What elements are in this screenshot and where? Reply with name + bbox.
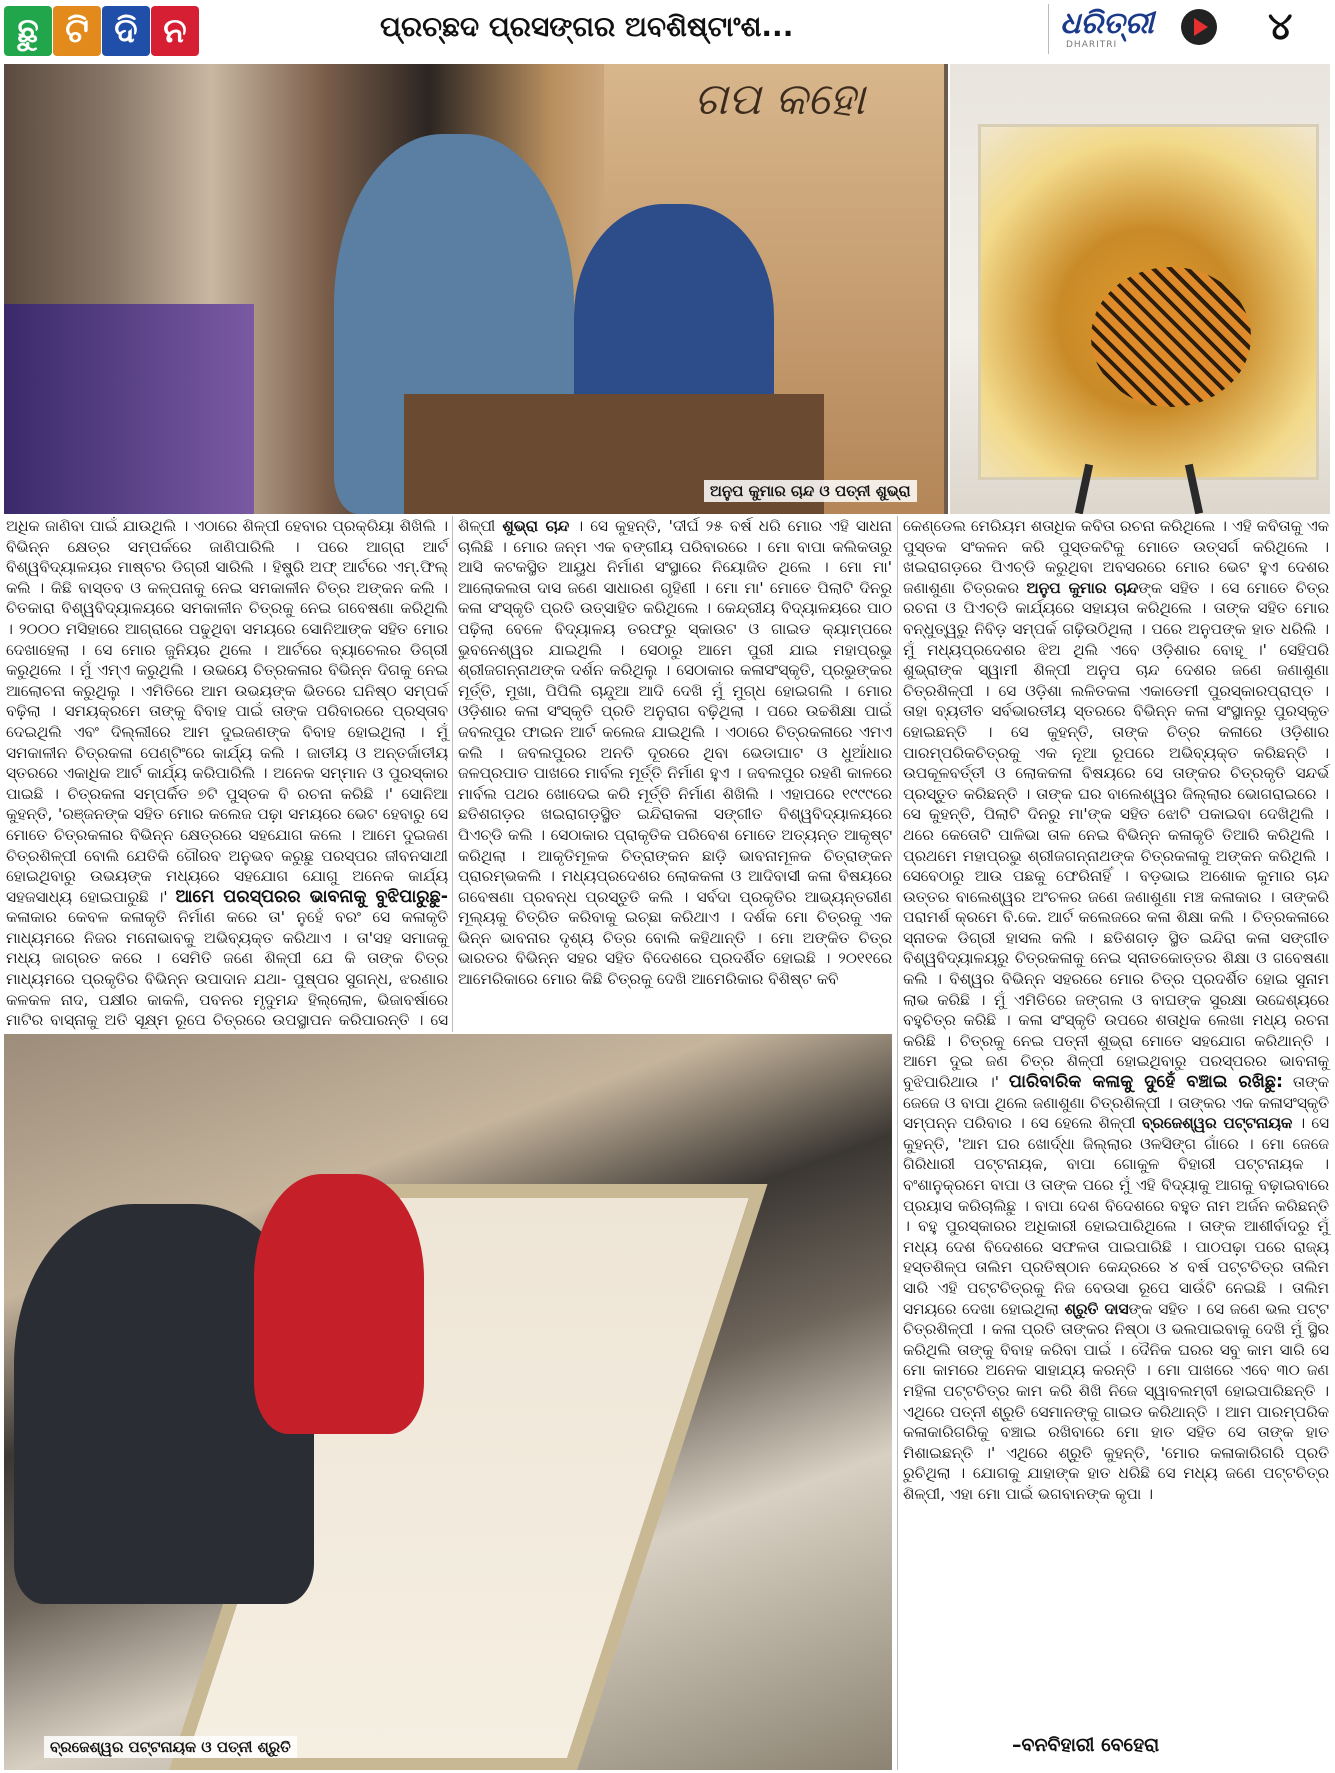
- col1-paragraph-2: କଳାକାର କେବଳ କଳାକୃତି ନିର୍ମାଣ କରେ ତା' ନୁହେଁ ବରଂ ସେ କଳାକୃତି ମାଧ୍ୟମରେ ନିଜର ମନୋଭାବକୁ ଅଭିବ୍ୟକ୍ତ କରିଥାଏ । ତା'ସହ ସମାଜକୁ ମଧ୍ୟ ଜାଗ୍ରତ କରେ । ସେମିତି ଜଣେ ଶିଳ୍ପୀ ଯେ କି ତାଙ୍କ ଚିତ୍ର ମାଧ୍ୟମରେ ପ୍ରକୃତିର ବିଭିନ୍ନ ଉପାଦାନ ଯଥା- ପୁଷ୍ପର ସୁଗନ୍ଧ, ଝରଣାର କଳକଳ ନାଦ, ପକ୍ଷୀର କାକଳି, ପବନର ମୃଦୁମନ୍ଦ ହିଲ୍ଲୋଳ, ଭିଜାବର୍ଷାରେ ମାଟିର ବାସ୍ନାକୁ ଅତି ସୂକ୍ଷ୍ମ ରୂପେ ଚିତ୍ରରେ ଉପସ୍ଥାପନ କରିପାରନ୍ତି । ସେ: [6, 908, 448, 1030]
- author-byline: –ବନବିହାରୀ ବେହେରା: [1012, 1734, 1160, 1756]
- photo-tiger-painting: [950, 64, 1330, 514]
- col3-name-3: ଶ୍ରୁତି ଦାସ: [1064, 1299, 1129, 1318]
- section-title: ପ୍ରଚ୍ଛଦ ପ୍ରସଙ୍ଗର ଅବଶିଷ୍ଟାଂଶ...: [380, 10, 794, 43]
- logo-tile-4: [151, 6, 199, 56]
- col3-name-1: ଅନୁପ କୁମାର ଚାନ୍ଦ: [1026, 578, 1139, 597]
- logo-letter-3: ଦି: [114, 11, 138, 51]
- col3-paragraph-1b: ଙ୍କ ସହିତ । ସେ ମୋତେ ଚିତ୍ର ରଚନା ଓ ପିଏଚ୍‌ଡି କାର୍ଯ୍ୟରେ ସହାୟତା କରିଥିଲେ । ତାଙ୍କ ସହିତ ମୋର ବନ୍ଧୁତ୍ୱରୁ ନିବିଡ଼ ସମ୍ପର୍କ ଗଢ଼ିଉଠିଥିଲା । ପରେ ଅନୁପଙ୍କ ହାତ ଧରିଲି । ମୁଁ ମଧ୍ୟପ୍ରଦେଶର ଝିଅ ଥିଲି ଏବେ ଓଡ଼ିଶାର ବୋହୂ ।' ସେହିପରି ଶୁଭ୍ରାଙ୍କ ସ୍ୱାମୀ ଶିଳ୍ପୀ ଅନୁପ ଚାନ୍ଦ ଦେଶର ଜଣେ ଜଣାଶୁଣା ଚିତ୍ରଶିଳ୍ପୀ । ସେ ଓଡ଼ିଶା ଲଳିତକଳା ଏକାଡେମୀ ପୁରସ୍କାରପ୍ରାପ୍ତ । ତାହା ବ୍ୟତୀତ ସର୍ବଭାରତୀୟ ସ୍ତରରେ ବିଭିନ୍ନ କଳା ସଂସ୍ଥାନରୁ ପୁରସ୍କୃତ ହୋଇଛନ୍ତି । ସେ କୁହନ୍ତି, ତାଙ୍କ ଚିତ୍ର କଳାରେ ଓଡ଼ିଶାର ପାରମ୍ପରିକଚିତ୍ରକୁ ଏକ ନୂଆ ରୂପରେ ଅଭିବ୍ୟକ୍ତ କରିଛନ୍ତି । ଉପକୂଳବର୍ତ୍ତୀ ଓ ଲୋକକଳା ବିଷୟରେ ସେ ତାଙ୍କର ଚିତ୍ରକୃତି ସନ୍ଦର୍ଭ ପ୍ରସ୍ତୁତ କରିଛନ୍ତି । ତାଙ୍କ ଘର ବାଲେଶ୍ୱର ଜିଲ୍ଲାର ଭୋଗରାଇରେ । ସେ କୁହନ୍ତି, ପିଲାଟି ଦିନରୁ ମା'ଙ୍କ ସହିତ ଝୋଟି ପକାଇବା ଦେଖିଥିଲି । ଥରେ କେତୋଟି ପାଳିଭା ତାଳ ନେଇ ବିଭିନ୍ନ କଳାକୃତି ତିଆରି କରିଥିଲି । ପ୍ରଥମେ ମହାପ୍ରଭୁ ଶ୍ରୀଜଗନ୍ନାଥଙ୍କ ଚିତ୍ରକଳାକୁ ଅଙ୍କନ କରିଥିଲି । ସେବେଠାରୁ ଆଉ ପଛକୁ ଫେରିନାହିଁ । ବଡ଼ଭାଇ ଅଶୋକ କୁମାର ଚାନ୍ଦ ଉତ୍ତର ବାଲେଶ୍ୱର ଅଂଚଳର ଜଣେ ଜଣାଶୁଣା ମଞ୍ଚ କଳାକାର । ତାଙ୍କରି ପରାମର୍ଶ କ୍ରମେ ବି.କେ. ଆର୍ଟ କଲେଜରେ କଳା ଶିକ୍ଷା କଲି । ଚିତ୍ରକଳାରେ ସ୍ନାତକ ଡିଗ୍ରୀ ହାସଲ କଲି । ଛତିଶଗଡ଼ ସ୍ଥିତ ଇନ୍ଦିରା କଳା ସଙ୍ଗୀତ ବିଶ୍ୱବିଦ୍ୟାଳୟରୁ ଚିତ୍ରକଳାକୁ ନେଇ ସ୍ନାତକୋତ୍ତର ଶିକ୍ଷା ଓ ଗବେଷଣା କଲି । ବିଶ୍ୱର ବିଭିନ୍ନ ସହରରେ ମୋର ଚିତ୍ର ପ୍ରଦର୍ଶିତ ହୋଇ ସୁନାମ ଲାଭ କରିଛି । ମୁଁ ଏମିତିରେ ଜଙ୍ଗଲ ଓ ବାଘଙ୍କ ସୁରକ୍ଷା ଉଦ୍ଦେଶ୍ୟରେ ବହୁଚିତ୍ର କରିଛି । କଳା ସଂସ୍କୃତି ଉପରେ ଶତାଧିକ ଲେଖା ମଧ୍ୟ ରଚନା କରିଛି । ଚିତ୍ରକୁ ନେଇ ପତ୍ନୀ ଶୁଭ୍ରା ମୋତେ ସହଯୋଗ କରିଥାନ୍ତି । ଆମେ ଦୁଇ ଜଣ ଚିତ୍ର ଶିଳ୍ପୀ ହୋଇଥିବାରୁ ପରସ୍ପରର ଭାବନାକୁ ବୁଝିପାରିଥାଉ ।': [903, 578, 1329, 1092]
- photo-woman-painting: [254, 1174, 424, 1434]
- column-2: [458, 516, 892, 1032]
- col3-name-2: ବ୍ରଜେଶ୍ୱର ପଟ୍ଟନାୟକ: [1141, 1114, 1293, 1133]
- col3-paragraph-2b: । ସେ କୁହନ୍ତି, 'ଆମ ଘର ଖୋର୍ଦ୍ଧା ଜିଲ୍ଲାର ଓଳସିଙ୍ଗ ଗାଁରେ । ମୋ ଜେଜେ ଗିରିଧାରୀ ପଟ୍ଟନାୟକ, ବାପା ଗୋକୁଳ ବିହାରୀ ପଟ୍ଟନାୟକ । ବଂଶାନୁକ୍ରମେ ବାପା ଓ ତାଙ୍କ ପରେ ମୁଁ ଏହି ବିଦ୍ୟାକୁ ଆଗକୁ ବଢ଼ାଇବାରେ ପ୍ରୟାସ କରିଚାଲିଛୁ । ବାପା ଦେଶ ବିଦେଶରେ ବହୁତ ନାମ ଅର୍ଜନ କରିଛନ୍ତି । ବହୁ ପୁରସ୍କାରର ଅଧିକାରୀ ହୋଇପାରିଥିଲେ । ତାଙ୍କ ଆଶୀର୍ବାଦରୁ ମୁଁ ମଧ୍ୟ ଦେଶ ବିଦେଶରେ ସଫଳତା ପାଇପାରିଛି । ପାଠପଢ଼ା ପରେ ରାଜ୍ୟ ହସ୍ତଶିଳ୍ପ ତାଲିମ ପ୍ରତିଷ୍ଠାନ କେନ୍ଦ୍ରରେ ୪ ବର୍ଷ ପଟ୍ଟଚିତ୍ର ତାଲିମ ସାରି ଏହି ପଟ୍ଟଚିତ୍ରକୁ ନିଜ ବେଉସା ରୂପେ ସାଉଁଟି ନେଇଛି । ତାଲିମ ସମୟରେ ଦେଖା ହୋଇଥିଲା: [903, 1114, 1329, 1318]
- canvas-artwork: [978, 124, 1319, 480]
- cafe-sign: ଗପ କହୋ: [694, 74, 865, 125]
- logo-letter-1: ଛୁ: [17, 11, 39, 51]
- col2-name: ଶୁଭ୍ରା ଚାନ୍ଦ: [502, 517, 570, 535]
- caption-bottom: ବ୍ରଜେଶ୍ୱର ପଟ୍ଟନାୟକ ଓ ପତ୍ନୀ ଶ୍ରୁତି: [44, 1736, 297, 1758]
- col1-subhead: ଆମେ ପରସ୍ପରର ଭାବନାକୁ ବୁଝିପାରୁଛୁ-: [175, 886, 449, 907]
- tiger-figure: [1091, 267, 1251, 407]
- logo-letter-4: ନ: [163, 11, 187, 51]
- photo-couple-cafe: [4, 64, 948, 514]
- brand-logo: ଧରିତ୍ରୀ: [1060, 6, 1154, 41]
- col3-paragraph-2a: ତାଙ୍କ ଜେଜେ ଓ ବାପା ଥିଲେ ଜଣାଶୁଣା ଚିତ୍ରଶିଳ୍ପୀ । ତାଙ୍କର ଏକ କଳାସଂସ୍କୃତି ସମ୍ପନ୍ନ ପରିବାର । ସେ ହେଲେ ଶିଳ୍ପୀ: [903, 1073, 1330, 1133]
- column-divider-2: [897, 516, 898, 1770]
- photo-pattachitra-couple: [4, 1034, 892, 1770]
- photo-gift-boxes: [4, 304, 254, 514]
- caption-top: ଅନୁପ କୁମାର ଚାନ୍ଦ ଓ ପତ୍ନୀ ଶୁଭ୍ରା: [704, 480, 917, 502]
- col2-paragraph-1: । ସେ କୁହନ୍ତି, 'ଦୀର୍ଘ ୨୫ ବର୍ଷ ଧରି ମୋର ଏହି ସାଧନା ଚାଲିଛି । ମୋର ଜନ୍ମ ଏକ ବଙ୍ଗୀୟ ପରିବାରରେ । ମୋ ବାପା କଲିକତାରୁ ଆସି କଟକସ୍ଥିତ ଆୟୁଧ ନିର୍ମାଣ ସଂସ୍ଥାରେ ନିୟୋଜିତ ଥିଲେ । ମୋ ମା' ଆଲୋକଲତା ଦାସ ଜଣେ ସାଧାରଣ ଗୃହିଣୀ । ମୋ ମା' ମୋତେ ପିଲାଟି ଦିନରୁ କଳା ସଂସ୍କୃତି ପ୍ରତି ଉତ୍ସାହିତ କରିଥିଲେ । କେନ୍ଦ୍ରୀୟ ବିଦ୍ୟାଳୟରେ ପାଠ ପଢ଼ିଲା ବେଳେ ବିଦ୍ୟାଳୟ ତରଫରୁ ସ୍କାଉଟ ଓ ଗାଇଡ କ୍ୟାମ୍ପରେ ଭୁବନେଶ୍ୱର ଯାଇଥିଲି । ସେଠାରୁ ଆମେ ପୁରୀ ଯାଇ ମହାପ୍ରଭୁ ଶ୍ରୀଜଗନ୍ନାଥଙ୍କ ଦର୍ଶନ କରିଥିଲୁ । ସେଠାକାର କଳାସଂସ୍କୃତି, ପ୍ରଭୁଙ୍କର ମୂର୍ତ୍ତି, ମୁଖା, ପିପିଲି ଚାନ୍ଦୁଆ ଆଦି ଦେଖି ମୁଁ ମୁଗ୍ଧ ହୋଇଗଲି । ମୋର ଓଡ଼ିଶାର କଳା ସଂସ୍କୃତି ପ୍ରତି ଅନୁରାଗ ବଢ଼ିଥିଲା । ପରେ ଉଚ୍ଚଶିକ୍ଷା ପାଇଁ ଜବଲପୁର ଫାଇନ ଆର୍ଟ କଲେଜ ଯାଇଥିଲି । ଏଠାରେ ଚିତ୍ରକଳାରେ ଏମଏ କଲି । ଜବଲପୁରର ଅନତି ଦୂରରେ ଥିବା ଭେଡାଘାଟ ଓ ଧୁଆଁଧାର ଜଳପ୍ରପାତ ପାଖରେ ମାର୍ବଲ ମୂର୍ତ୍ତି ନିର୍ମାଣ ହୁଏ । ଜବଲପୁର ରହଣି କାଳରେ ମାର୍ବଲ ପଥର ଖୋଦେଇ କରି ମୂର୍ତ୍ତି ନିର୍ମାଣ ଶିଖିଲି । ଏହାପରେ ୧୯୯୯ରେ ଛତିଶଗଡ଼ର ଖଇରାଗଡ଼ସ୍ଥିତ ଇନ୍ଦିରାକଳା ସଙ୍ଗୀତ ବିଶ୍ୱବିଦ୍ୟାଳୟରେ ପିଏଚ୍‌ଡି କଲି । ସେଠାକାର ପ୍ରାକୃତିକ ପରିବେଶ ମୋତେ ଅତ୍ୟନ୍ତ ଆକୃଷ୍ଟ କରିଥିଲା । ଆକୃତିମୂଳକ ଚିତ୍ରାଙ୍କନ ଛାଡ଼ି ଭାବନାମୂଳକ ଚିତ୍ରାଙ୍କନ ପ୍ରାରମ୍ଭକଲି । ମଧ୍ୟପ୍ରଦେଶର ଲୋକକଳା ଓ ଆଦିବାସୀ କଳା ବିଷୟରେ ଗବେଷଣା ପ୍ରବନ୍ଧ ପ୍ରସ୍ତୁତି କଲି । ସର୍ବଦା ପ୍ରକୃତିର ଆଭ୍ୟନ୍ତରୀଣ ମୂଲ୍ୟକୁ ଚିତ୍ରିତ କରିବାକୁ ଇଚ୍ଛା କରିଥାଏ । ଦର୍ଶକ ମୋ ଚିତ୍ରକୁ ଏକ ଭିନ୍ନ ଭାବନାର ଦୃଶ୍ୟ ଚିତ୍ର ବୋଲି କହିଥାନ୍ତି । ମୋ ଅଙ୍କିତ ଚିତ୍ର ଭାରତର ବିଭିନ୍ନ ସହର ସହିତ ବିଦେଶରେ ପ୍ରଦର୍ଶିତ ହୋଇଛି । ୨୦୧୧ରେ ଆମେରିକାରେ ମୋର କିଛି ଚିତ୍ରକୁ ଦେଖି ଆମେରିକାର ବିଶିଷ୍ଟ କବି: [458, 517, 892, 989]
- logo-tile-2: [53, 6, 101, 56]
- col2-lead: ଶିଳ୍ପୀ: [458, 517, 503, 535]
- col3-subhead: ପାରିବାରିକ କଳାକୁ ଦୁହେଁ ବଞ୍ଚାଇ ରଖିଛୁ:: [1008, 1072, 1283, 1093]
- col1-paragraph-1: ଅଧିକ ଜାଣିବା ପାଇଁ ଯାଉଥିଲି । ଏଠାରେ ଶିଳ୍ପୀ ହେବାର ପ୍ରକ୍ରିୟା ଶିଖିଲି । ବିଭିନ୍ନ କ୍ଷେତ୍ର ସମ୍ପର୍କରେ ଜାଣିପାରିଲି । ପରେ ଆଗ୍ରା ଆର୍ଟ ବିଶ୍ୱବିଦ୍ୟାଳୟର ମାଷ୍ଟର ଡିଗ୍ରୀ ସାରିଲି । ହିଷ୍ଟ୍ରି ଅଫ୍ ଆର୍ଟରେ ଏମ୍.ଫିଲ୍ କଲି । କିଛି ବାସ୍ତବ ଓ କଳ୍ପନାକୁ ନେଇ ସମକାଳୀନ ଚିତ୍ର ଅଙ୍କନ କଲି । ଚିତକାରା ବିଶ୍ୱବିଦ୍ୟାଳୟରେ ସମକାଳୀନ ଚିତ୍ରକୁ ନେଇ ଗବେଷଣା କରିଥିଲି । ୨୦୦୦ ମସିହାରେ ଆଗ୍ରାରେ ପଢୁଥିବା ସମୟରେ ସୋନିଆଙ୍କ ସହିତ ମୋର ଦେଖାହେଲା । ସେ ମୋର ଜୁନିୟର ଥିଲେ । ଆର୍ଟରେ ବ୍ୟାଚେଲର ଡିଗ୍ରୀ କରୁଥିଲେ । ମୁଁ ଏମ୍‌ଏ କରୁଥିଲି । ଉଭୟେ ଚିତ୍ରକଳାର ବିଭିନ୍ନ ଦିଗକୁ ନେଇ ଆଲୋଚନା କରୁଥିଲୁ । ଏମିତିରେ ଆମ ଉଭୟଙ୍କ ଭିତରେ ଘନିଷ୍ଠ ସମ୍ପର୍କ ବଢ଼ିଲା । ସମୟକ୍ରମେ ତାଙ୍କୁ ବିବାହ ପାଇଁ ତାଙ୍କ ପରିବାରରେ ପ୍ରସ୍ତାବ ଦେଇଥିଲି ଏବଂ ଦିଲ୍ଲୀରେ ଆମ ଦୁଇଜଣଙ୍କ ବିବାହ ହୋଇଥିଲା । ମୁଁ ସମକାଳୀନ ଚିତ୍ରକଳା ପେଣ୍ଟିଂରେ କାର୍ଯ୍ୟ କଲି । ଜାତୀୟ ଓ ଅନ୍ତର୍ଜାତୀୟ ସ୍ତରରେ ଏକାଧିକ ଆର୍ଟ କାର୍ଯ୍ୟ କରିପାରିଲି । ଅନେକ ସମ୍ମାନ ଓ ପୁରସ୍କାର ପାଇଛି । ଚିତ୍ରକଳା ସମ୍ପର୍କିତ ୭ଟି ପୁସ୍ତକ ବି ରଚନା କରିଛି ।' ସୋନିଆ କୁହନ୍ତି, 'ରଞ୍ଜନଙ୍କ ସହିତ ମୋର କଲେଜ ପଢ଼ା ସମୟରେ ଭେଟ ହେବାରୁ ସେ ମୋତେ ଚିତ୍ରକଳାର ବିଭିନ୍ନ କ୍ଷେତ୍ରରେ ସହଯୋଗ କଲେ । ଆମେ ଦୁଇଜଣ ଚିତ୍ରଶିଳ୍ପୀ ବୋଲି ଯେତିକି ଗୌରବ ଅନୁଭବ କରୁଛୁ ପରସ୍ପର ଜୀବନସାଥୀ ହୋଇଥିବାରୁ ଉଭୟଙ୍କ ମଧ୍ୟରେ ସହଯୋଗ ଯୋଗୁ ଅନେକ କାର୍ଯ୍ୟ ସହଜସାଧ୍ୟ ହୋଇପାରୁଛି ।': [6, 517, 448, 906]
- column-3: [903, 516, 1329, 1730]
- page-number: ୪: [1268, 4, 1293, 48]
- logo-letter-2: ଟି: [65, 11, 89, 51]
- col3-paragraph-2c: ଙ୍କ ସହିତ । ସେ ଜଣେ ଭଲ ପଟ୍ଟ ଚିତ୍ରଶିଳ୍ପୀ । କଳା ପ୍ରତି ତାଙ୍କର ନିଷ୍ଠା ଓ ଭଲପାଇବାକୁ ଦେଖି ମୁଁ ସ୍ଥିର କରିଥିଲି ତାଙ୍କୁ ବିବାହ କରିବା ପାଇଁ । ଦୈନିକ ଘରର ସବୁ କାମ ସାରି ସେ ମୋ କାମରେ ଅନେକ ସାହାଯ୍ୟ କରନ୍ତି । ମୋ ପାଖରେ ଏବେ ୩୦ ଜଣ ମହିଳା ପଟ୍ଟଚିତ୍ର କାମ କରି ଶିଖି ନିଜେ ସ୍ୱାବଲମ୍ବୀ ହୋଇପାରିଛନ୍ତି । ଏଥିରେ ପତ୍ନୀ ଶ୍ରୁତି ସେମାନଙ୍କୁ ଗାଇଡ କରିଥାନ୍ତି । ଆମ ପାରମ୍ପରିକ କଳାକାରିଗରିକୁ ବଞ୍ଚାଇ ରଖିବାରେ ମୋ ହାତ ସହିତ ସେ ତାଙ୍କ ହାତ ମିଶାଇଛନ୍ତି ।' ଏଥିରେ ଶ୍ରୁତି କୁହନ୍ତି, 'ମୋର କଳାକାରିଗରି ପ୍ରତି ରୁଚିଥିଲା । ଯୋଗକୁ ଯାହାଙ୍କ ହାତ ଧରିଛି ସେ ମଧ୍ୟ ଜଣେ ପଟ୍ଟଚିତ୍ର ଶିଳ୍ପୀ, ଏହା ମୋ ପାଇଁ ଭଗବାନଙ୍କ କୃପା ।: [903, 1299, 1329, 1503]
- column-divider-1: [452, 516, 453, 1032]
- brand-subtitle: DHARITRI: [1066, 40, 1118, 50]
- logo-tile-1: [4, 6, 52, 56]
- header-divider: [1048, 4, 1049, 54]
- play-icon: [1181, 9, 1217, 45]
- column-1: [6, 516, 448, 1032]
- logo-tile-3: [102, 6, 150, 56]
- col3-paragraph-1a: କେଣ୍ଡେଲ ମେରିୟମ ଶତାଧିକ କବିତା ରଚନା କରିଥିଲେ । ଏହି କବିତାକୁ ଏକ ପୁସ୍ତକ ସଂକଳନ କରି ପୁସ୍ତକଟିକୁ ମୋତେ ଉତ୍ସର୍ଗ କରିଥିଲେ । ଖଇରାଗଡ଼ରେ ପିଏଚ୍‌ଡି କରୁଥିବା ଅବସରରେ ମୋର ଭେଟ ହୁଏ ଦେଶର ଜଣାଶୁଣା ଚିତ୍ରକର: [903, 517, 1329, 597]
